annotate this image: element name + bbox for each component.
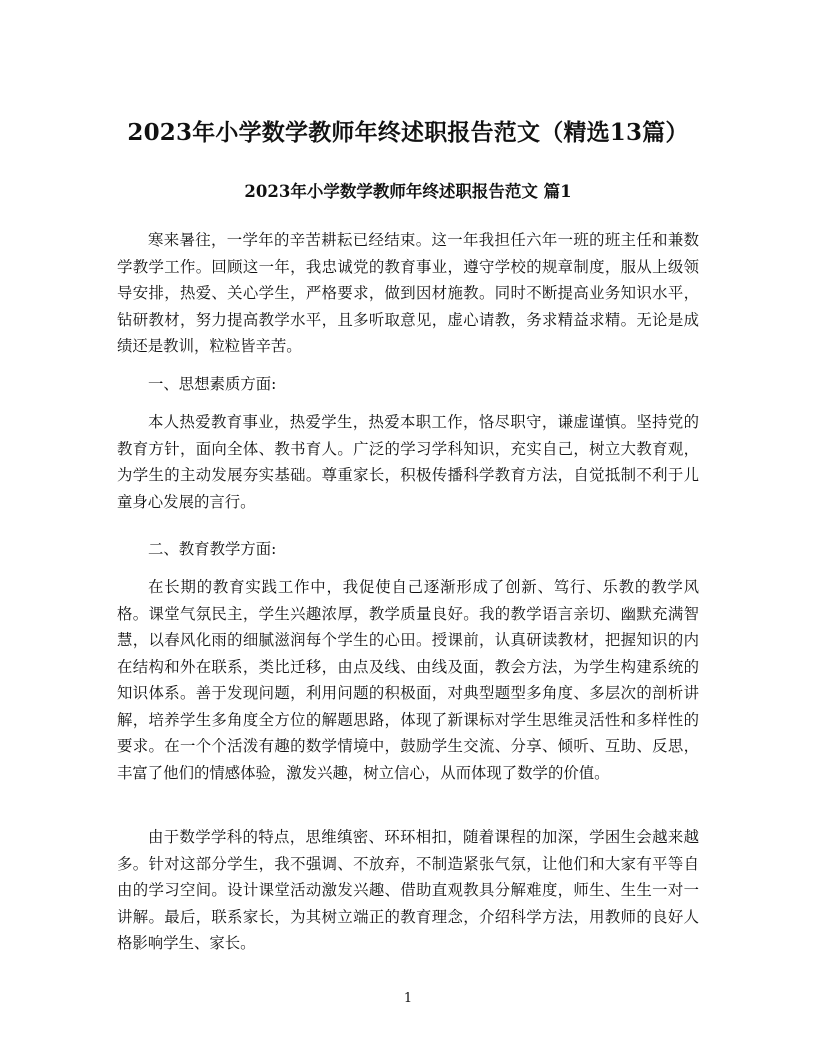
section-title: 2023年小学数学教师年终述职报告范文 篇1 (244, 182, 572, 201)
page-number: 1 (403, 991, 413, 1006)
paragraph-ideology: 本人热爱教育事业，热爱学生，热爱本职工作，恪尽职守，谦虚谨慎。坚持党的教育方针，面向全体、教书育人。广泛的学习学科知识，充实自己，树立大教育观，为学生的主动发展夯实基础。尊重家长，积极传播科学教育方法，自觉抵制不利于儿童身心发展的言行。 (117, 413, 699, 511)
heading-teaching: 二、教育教学方面: (148, 540, 277, 558)
heading-ideology: 一、思想素质方面: (148, 375, 277, 393)
paragraph-struggling-students: 由于数学学科的特点，思维缜密、环环相扣，随着课程的加深，学困生会越来越多。针对这部分学生，我不强调、不放弃，不制造紧张气氛，让他们和大家有平等自由的学习空间。设计课堂活动激发兴趣、借助直观教具分解难度，师生、生生一对一讲解。最后，联系家长，为其树立端正的教育理念，介绍科学方法，用教师的良好人格影响学生、家长。 (117, 828, 699, 952)
document-title: 2023年小学数学教师年终述职报告范文（精选13篇） (127, 119, 689, 146)
paragraph-intro: 寒来暑往，一学年的辛苦耕耘已经结束。这一年我担任六年一班的班主任和兼数学教学工作。回顾这一年，我忠诚党的教育事业，遵守学校的规章制度，服从上级领导安排，热爱、关心学生，严格要求，做到因材施教。同时不断提高业务知识水平，钻研教材，努力提高教学水平，且多听取意见，虚心请教，务求精益求精。无论是成绩还是教训，粒粒皆辛苦。 (117, 231, 699, 355)
paragraph-teaching: 在长期的教育实践工作中，我促使自己逐渐形成了创新、笃行、乐教的教学风格。课堂气氛民主，学生兴趣浓厚，教学质量良好。我的教学语言亲切、幽默充满智慧，以春风化雨的细腻滋润每个学生的心田。授课前，认真研读教材，把握知识的内在结构和外在联系，类比迁移，由点及线、由线及面，教会方法，为学生构建系统的知识体系。善于发现问题，利用问题的积极面，对典型题型多角度、多层次的剖析讲解，培养学生多角度全方位的解题思路，体现了新课标对学生思维灵活性和多样性的要求。在一个个活泼有趣的数学情境中，鼓励学生交流、分享、倾听、互助、反思，丰富了他们的情感体验，激发兴趣，树立信心，从而体现了数学的价值。 (117, 578, 699, 782)
